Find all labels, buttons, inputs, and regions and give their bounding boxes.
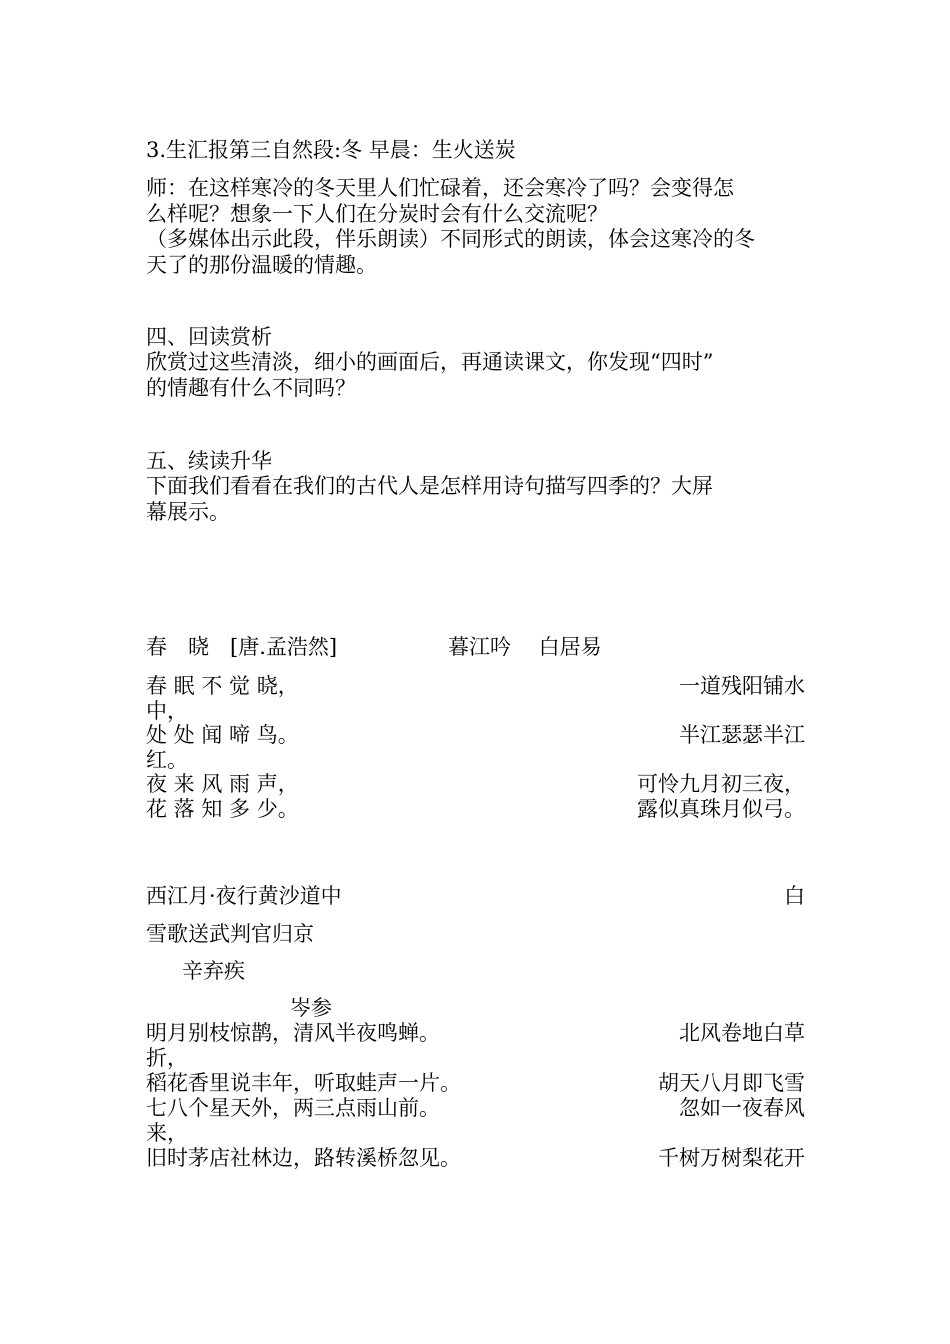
poem2-line-1: 一道残阳铺水 bbox=[679, 674, 805, 698]
section3-line-2: 么样呢？想象一下人们在分炭时会有什么交流呢？ bbox=[146, 202, 608, 226]
poem2-line-2: 半江瑟瑟半江 bbox=[679, 723, 805, 747]
poem2-line-3: 可怜九月初三夜， bbox=[637, 772, 805, 796]
poem4-line-3: 忽如一夜春风 bbox=[679, 1096, 805, 1120]
poem1-line-2: 中， bbox=[146, 699, 188, 723]
poem1-line-3: 处 处 闻 啼 鸟。 bbox=[146, 723, 299, 747]
poem1-line-4: 红。 bbox=[146, 748, 188, 772]
poem3-line-2: 折， bbox=[146, 1046, 188, 1070]
section3-heading: 3.生汇报第三自然段:冬 早晨：生火送炭 bbox=[146, 138, 516, 162]
section5-line-1: 下面我们看看在我们的古代人是怎样用诗句描写四季的？大屏 bbox=[146, 474, 713, 498]
poem1-line-5: 夜 来 风 雨 声， bbox=[146, 772, 299, 796]
section4-line-1: 欣赏过这些清淡，细小的画面后，再通读课文，你发现“四时” bbox=[146, 350, 714, 374]
poem3-line-5: 来， bbox=[146, 1121, 188, 1145]
poem3-author: 辛弃疾 bbox=[182, 959, 245, 983]
section5-heading: 五、续读升华 bbox=[146, 449, 272, 473]
poem4-line-2: 胡天八月即飞雪 bbox=[658, 1071, 805, 1095]
poem4-line-1: 北风卷地白草 bbox=[679, 1021, 805, 1045]
poem3-line-6: 旧时茅店社林边，路转溪桥忽见。 bbox=[146, 1146, 461, 1170]
section3-line-3: （多媒体出示此段，伴乐朗读）不同形式的朗读，体会这寒冷的冬 bbox=[146, 227, 755, 251]
poem3-line-4: 七八个星天外，两三点雨山前。 bbox=[146, 1096, 440, 1120]
poem1-line-6: 花 落 知 多 少。 bbox=[146, 797, 299, 821]
poem4-title-part1: 白 bbox=[784, 884, 805, 908]
section3-line-1: 师：在这样寒冷的冬天里人们忙碌着，还会寒冷了吗？会变得怎 bbox=[146, 176, 734, 200]
poem4-author: 岑参 bbox=[290, 996, 332, 1020]
poem3-line-3: 稻花香里说丰年，听取蛙声一片。 bbox=[146, 1071, 461, 1095]
poem1-line-1: 春 眠 不 觉 晓， bbox=[146, 674, 299, 698]
section5-line-2: 幕展示。 bbox=[146, 500, 230, 524]
poem4-line-4: 千树万树梨花开 bbox=[658, 1146, 805, 1170]
section4-line-2: 的情趣有什么不同吗？ bbox=[146, 376, 356, 400]
poem3-title: 西江月·夜行黄沙道中 bbox=[146, 884, 342, 908]
poem4-title-part2: 雪歌送武判官归京 bbox=[146, 922, 314, 946]
section3-line-4: 天了的那份温暖的情趣。 bbox=[146, 253, 377, 277]
poem1-title: 春 晓 [唐.孟浩然] bbox=[146, 635, 338, 659]
section4-heading: 四、回读赏析 bbox=[146, 325, 272, 349]
poem2-title: 暮江吟 白居易 bbox=[448, 635, 602, 659]
poem2-line-4: 露似真珠月似弓。 bbox=[637, 797, 805, 821]
poem3-line-1: 明月别枝惊鹊，清风半夜鸣蝉。 bbox=[146, 1021, 440, 1045]
